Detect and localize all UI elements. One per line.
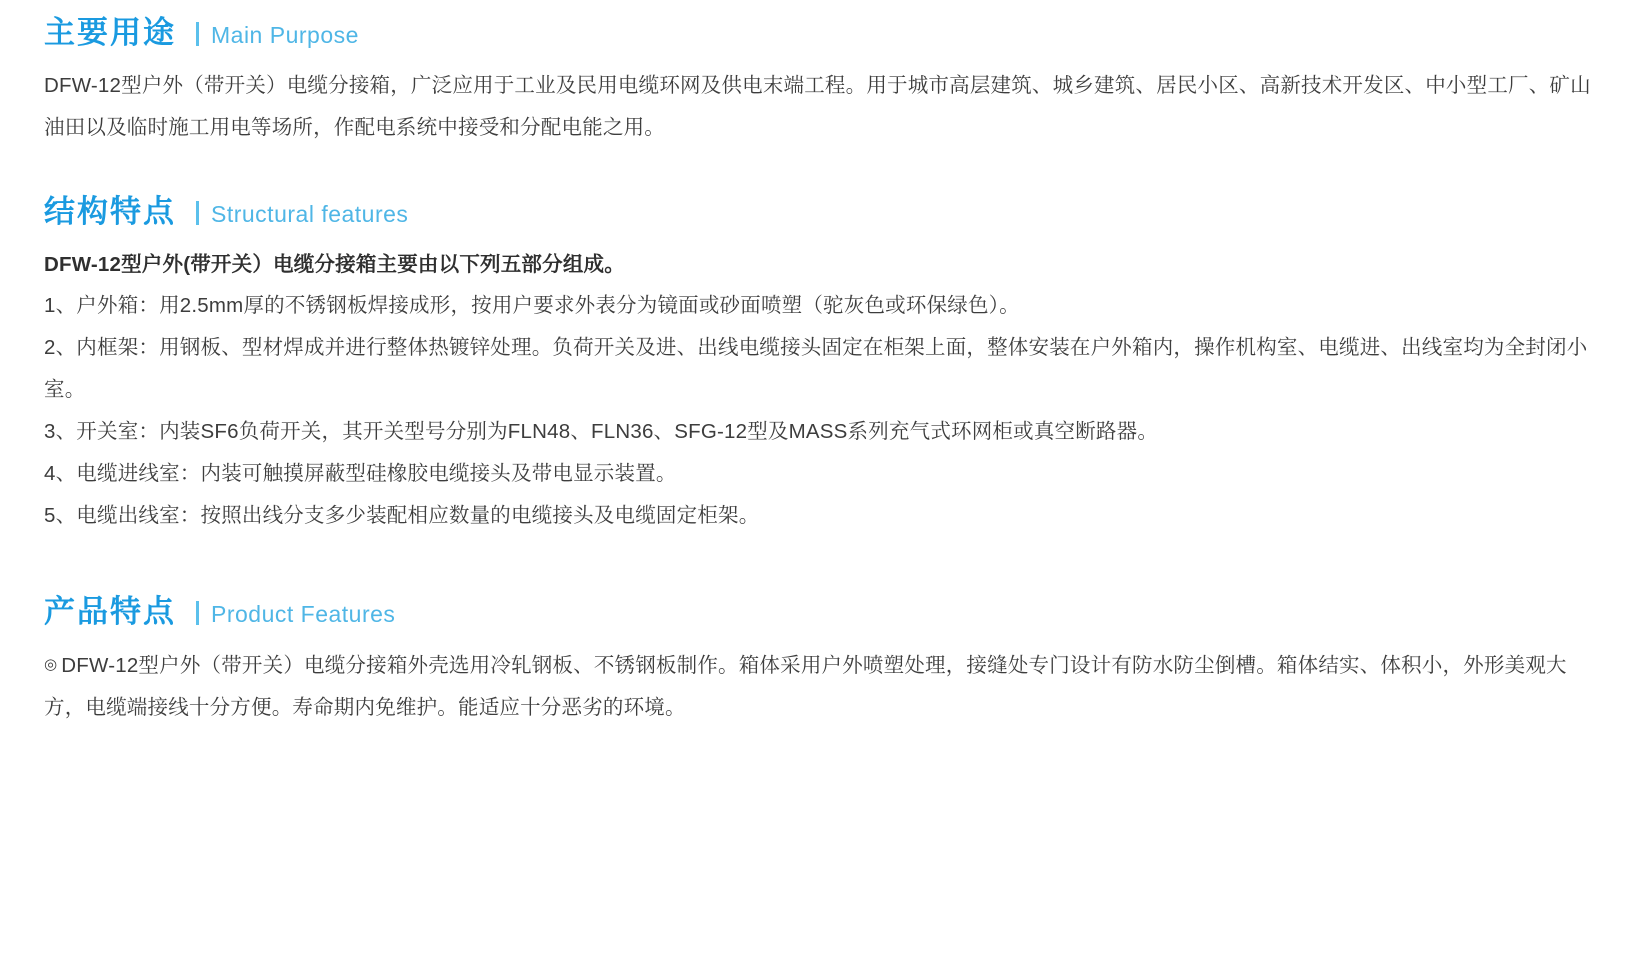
- list-item: 4、电缆进线室：内装可触摸屏蔽型硅橡胶电缆接头及带电显示装置。: [44, 462, 677, 486]
- section-title-en: Main Purpose: [211, 22, 359, 48]
- section-title-en: Structural features: [211, 201, 409, 228]
- section-heading-main-purpose: [44, 14, 1606, 51]
- paragraph-product-features: [44, 645, 1606, 729]
- section-heading-structural-features: [44, 193, 1606, 230]
- section-title-cn: 产品特点: [44, 594, 176, 630]
- list-item: 1、户外箱：用2.5mm厚的不锈钢板焊接成形，按用户要求外表分为镜面或砂面喷塑（驼灰色或环保绿色）。: [44, 294, 1020, 318]
- list-item: 2、内框架：用钢板、型材焊成并进行整体热镀锌处理。负荷开关及进、出线电缆接头固定在柜架上面，整体安装在户外箱内，操作机构室、电缆进、出线室均为全封闭小室。: [44, 336, 1588, 402]
- list-item: 3、开关室：内装SF6负荷开关，其开关型号分别为FLN48、FLN36、SFG-12型及MASS系列充气式环网柜或真空断路器。: [44, 420, 1159, 444]
- heading-divider-bar: [196, 22, 199, 46]
- structural-subtitle: DFW-12型户外(带开关）电缆分接箱主要由以下列五部分组成。: [44, 253, 625, 277]
- heading-divider-bar: [196, 601, 199, 625]
- section-title-cn: 结构特点: [44, 194, 176, 230]
- section-structural-features: [44, 193, 1606, 537]
- heading-divider-bar: [196, 201, 199, 225]
- bullet-icon: ◎: [44, 655, 58, 673]
- section-main-purpose: [44, 14, 1606, 149]
- structural-feature-list: [44, 285, 1606, 537]
- section-heading-product-features: [44, 593, 1606, 630]
- spacer: [44, 537, 1606, 593]
- section-title-cn: 主要用途: [44, 15, 176, 50]
- section-title-en: Product Features: [211, 601, 396, 628]
- section-product-features: [44, 593, 1606, 728]
- list-item: 5、电缆出线室：按照出线分支多少装配相应数量的电缆接头及电缆固定柜架。: [44, 504, 760, 528]
- paragraph-main-purpose: DFW-12型户外（带开关）电缆分接箱，广泛应用于工业及民用电缆环网及供电末端工程。用于城市高层建筑、城乡建筑、居民小区、高新技术开发区、中小型工厂、矿山油田以及临时施工用电等场所，作配电系统中接受和分配电能之用。: [44, 74, 1591, 140]
- spacer: [44, 149, 1606, 193]
- paragraph-text: DFW-12型户外（带开关）电缆分接箱外壳选用冷轧钢板、不锈钢板制作。箱体采用户外喷塑处理，接缝处专门设计有防水防尘倒槽。箱体结实、体积小，外形美观大方，电缆端接线十分方便。寿命期内免维护。能适应十分恶劣的环境。: [44, 653, 1567, 719]
